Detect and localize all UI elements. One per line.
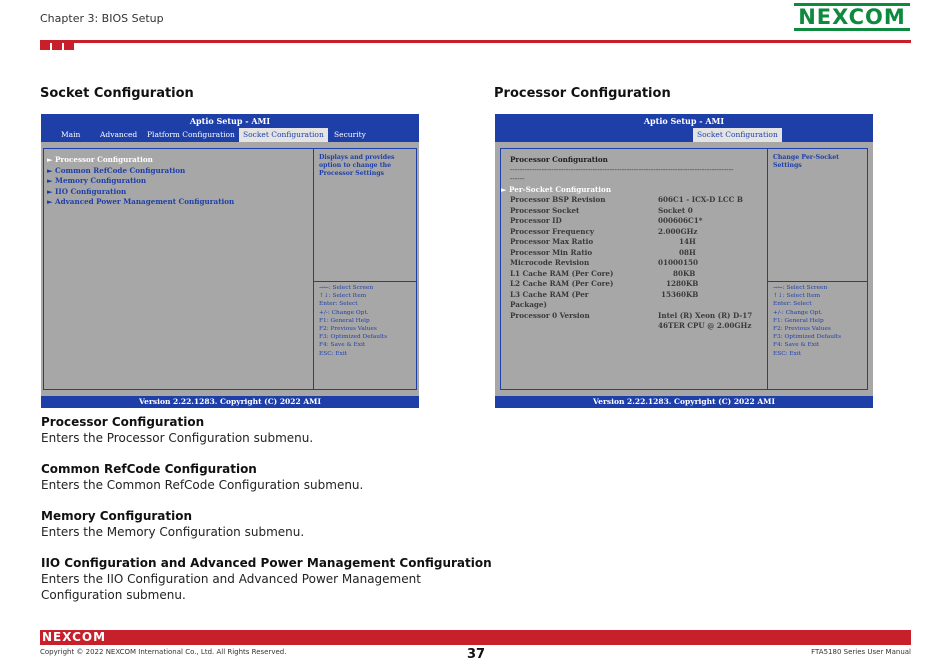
key-select-item: ↑↓: Select Item [773,293,821,300]
row-label: L2 Cache RAM (Per Core) [510,279,614,288]
row-label: Processor 0 Version [510,310,590,320]
row-value: 1280KB [666,279,699,288]
menu-socket-configuration[interactable]: Socket Configuration [239,128,328,142]
nexcom-logo [794,3,910,31]
menu-advanced[interactable]: Advanced [100,130,138,139]
key-select-screen: →←: Select Screen [319,285,374,291]
desc-text-common-refcode: Enters the Common RefCode Configuration submenu. [41,478,364,492]
key-esc: ESC: Exit [773,350,802,357]
key-change-opt: +/-: Change Opt. [319,309,369,316]
item-per-socket-configuration[interactable]: ► Per-Socket Configuration [501,185,612,194]
header-square-2 [52,40,62,50]
bios-panel [495,142,873,396]
footer-square [897,630,903,636]
desc-text-iio-line1: Enters the IIO Configuration and Advanced Power Management [41,572,421,586]
desc-text-iio-line2: Configuration submenu. [41,588,186,602]
row-value: 606C1 - ICX-D LCC B [658,195,743,204]
footer-square [904,637,910,643]
chapter-title: Chapter 3: BIOS Setup [40,12,164,25]
row-value: 15360KB [661,289,699,299]
footer-logo: NEXCOM [42,630,107,644]
row-value: 08H [679,247,696,257]
bios-version: Version 2.22.1283. Copyright (C) 2022 AMI [139,397,321,406]
bios-help-divider [313,281,416,282]
processor-config-heading: Processor Configuration [510,155,608,164]
bios-menu-bar [41,128,419,142]
bios-key-legend [773,284,841,358]
key-f4: F4: Save & Exit [319,342,366,349]
key-enter: Enter: Select [773,301,812,308]
row-label: L1 Cache RAM (Per Core) [510,268,614,278]
row-label: Microcode Revision [510,258,590,267]
nexcom-logo-text: NEXCOM [792,6,912,28]
menu-main[interactable]: Main [61,130,81,139]
bios-screenshot-socket [41,114,419,408]
row-value: 01000150 [658,258,699,267]
footer-bar [40,630,911,645]
key-f3: F3: Optimized Defaults [773,334,842,341]
bios-key-legend [319,284,387,358]
footer-square [897,637,903,643]
row-label: Processor Frequency [510,226,595,236]
desc-title-memory: Memory Configuration [41,509,193,523]
bios-help-text: Displays and provides option to change the Processor Settings [319,154,395,177]
header-divider [40,40,911,43]
item-advanced-power-management[interactable]: ► Advanced Power Management Configuration [47,197,235,206]
key-f2: F2: Previous Values [319,326,377,333]
item-common-refcode-configuration[interactable]: ► Common RefCode Configuration [47,165,186,175]
copyright-text: Copyright © 2022 NEXCOM International Co., Ltd. All Rights Reserved. [40,648,287,656]
key-f2: F2: Previous Values [773,326,831,333]
bios-title: Aptio Setup - AMI [643,116,725,126]
item-memory-configuration[interactable]: ► Memory Configuration [47,176,147,185]
menu-socket-configuration[interactable]: Socket Configuration [693,128,782,142]
bios-version: Version 2.22.1283. Copyright (C) 2022 AMI [593,397,775,406]
row-value: 80KB [673,268,696,278]
bios-screenshot-processor [495,114,873,408]
row-label: Processor Min Ratio [510,247,593,257]
page-number: 37 [467,647,486,662]
row-value: 2.000GHz [658,226,698,236]
key-f4: F4: Save & Exit [773,342,820,349]
row-label: Processor ID [510,216,562,225]
separator-line: -------------------------------------------------------------------------------------------- [510,165,734,174]
row-label: Processor Max Ratio [510,237,594,246]
menu-platform-configuration[interactable]: Platform Configuration [147,130,235,139]
bios-help-divider [767,281,867,282]
row-value: Intel (R) Xeon (R) D-17 [658,310,753,320]
key-f3: F3: Optimized Defaults [319,334,388,341]
row-value: 46TER CPU @ 2.00GHz [658,321,752,330]
row-value: 000606C1* [658,216,703,225]
bios-vertical-divider [767,148,768,390]
desc-title-iio: IIO Configuration and Advanced Power Management Configuration [41,556,492,570]
key-enter: Enter: Select [319,301,358,308]
separator-line-2: ------ [510,174,525,183]
desc-title-common-refcode: Common RefCode Configuration [41,462,257,476]
row-label: Processor BSP Revision [510,195,606,204]
key-change-opt: +/-: Change Opt. [773,309,823,316]
row-label: Package) [510,300,547,309]
processor-config-title: Processor Configuration [494,86,671,101]
desc-text-memory: Enters the Memory Configuration submenu. [41,525,305,539]
bios-vertical-divider [313,148,314,390]
bios-menu-bar [495,128,873,142]
desc-text-processor: Enters the Processor Configuration submenu. [41,431,314,445]
key-select-item: ↑↓: Select Item [319,293,367,300]
item-processor-configuration[interactable]: ► Processor Configuration [47,155,153,164]
key-f1: F1: General Help [773,317,824,324]
socket-config-title: Socket Configuration [40,86,194,101]
row-label: L3 Cache RAM (Per [510,289,589,299]
key-esc: ESC: Exit [319,350,348,357]
menu-security[interactable]: Security [334,130,366,139]
row-value: Socket 0 [658,205,693,215]
row-label: Processor Socket [510,205,580,215]
bios-title: Aptio Setup - AMI [189,116,271,126]
bios-panel [41,142,419,396]
item-iio-configuration[interactable]: ► IIO Configuration [47,186,127,196]
header-square-1 [40,40,50,50]
desc-title-processor: Processor Configuration [41,415,205,429]
key-select-screen: →←: Select Screen [773,285,828,291]
header-square-3 [64,40,74,50]
bios-help-text: Change Per-Socket Settings [773,154,840,169]
manual-title: FTA5180 Series User Manual [811,648,911,656]
row-value: 14H [679,237,696,246]
key-f1: F1: General Help [319,317,370,324]
